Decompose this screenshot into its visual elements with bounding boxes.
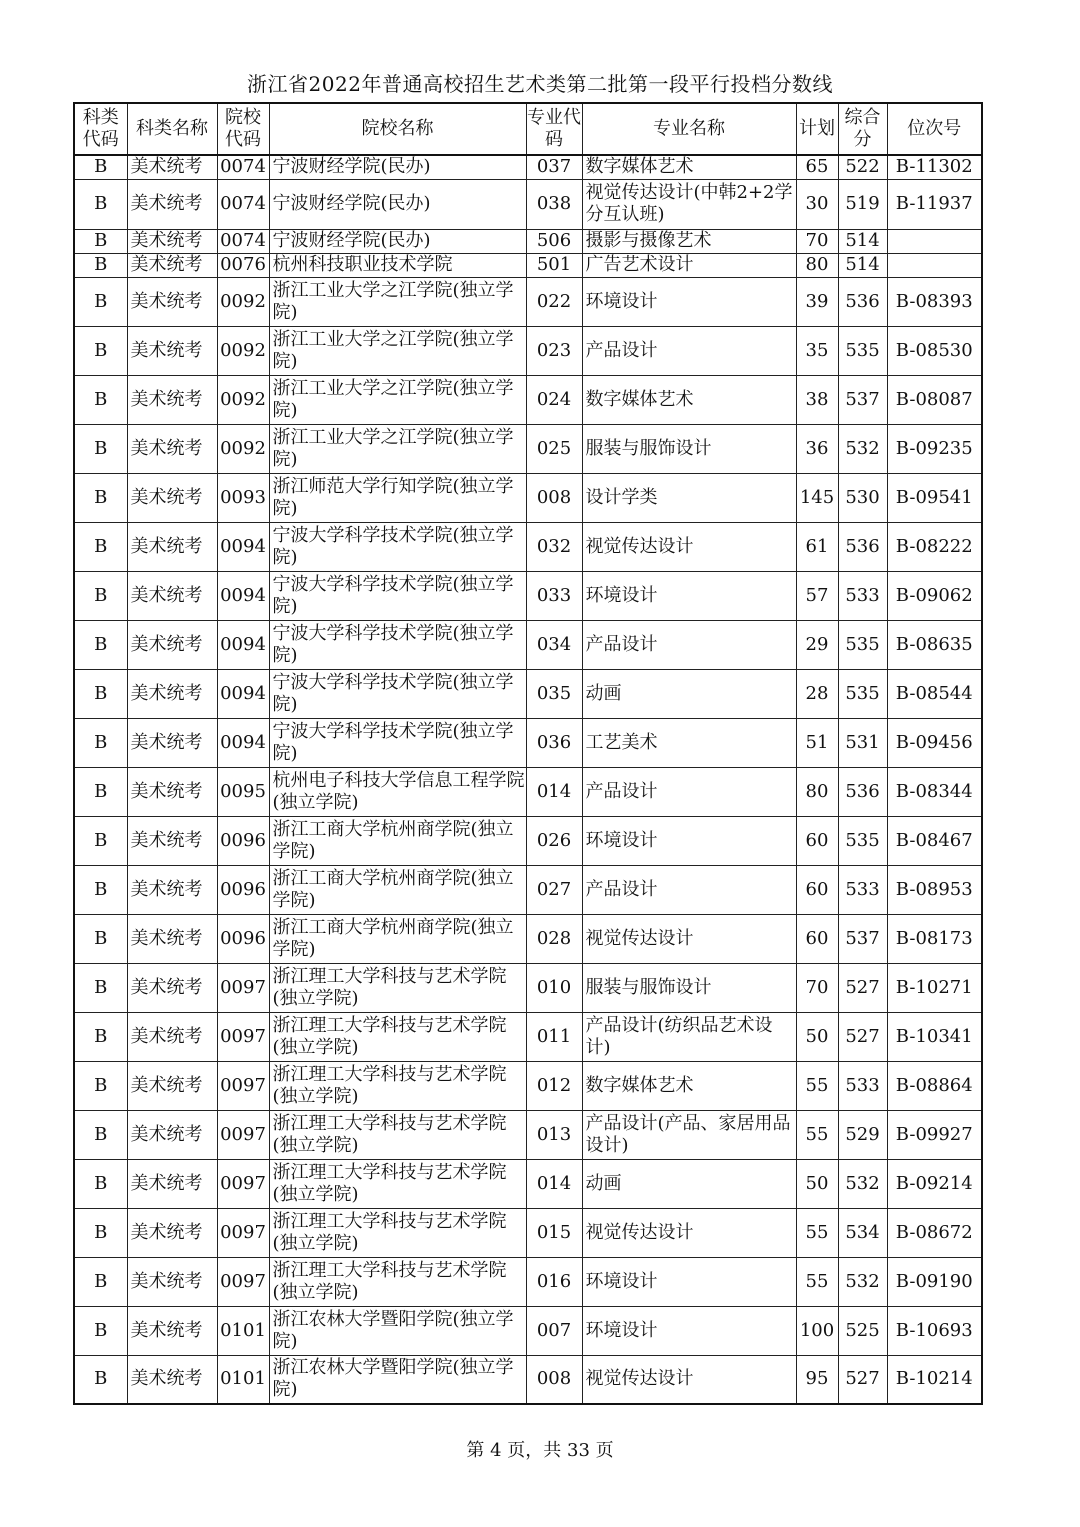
cell-category-code: B (74, 229, 127, 253)
cell-major-name: 产品设计 (582, 620, 796, 669)
table-row (74, 571, 982, 620)
cell-category-code: B (74, 816, 127, 865)
cell-plan: 80 (796, 253, 838, 277)
cell-plan: 80 (796, 767, 838, 816)
cell-school-code: 0074 (217, 179, 269, 229)
cell-major-name: 动画 (582, 1159, 796, 1208)
table-row (74, 816, 982, 865)
cell-major-name: 产品设计(纺织品艺术设计) (582, 1012, 796, 1061)
cell-major-code: 028 (526, 914, 582, 963)
cell-major-name: 广告艺术设计 (582, 253, 796, 277)
cell-major-code: 026 (526, 816, 582, 865)
cell-school-name: 浙江工业大学之江学院(独立学院) (269, 326, 526, 375)
cell-school-code: 0097 (217, 1159, 269, 1208)
table-row (74, 1306, 982, 1355)
cell-school-name: 浙江理工大学科技与艺术学院(独立学院) (269, 1110, 526, 1159)
cell-school-code: 0101 (217, 1306, 269, 1355)
cell-category-name: 美术统考 (127, 1306, 217, 1355)
table-row (74, 1061, 982, 1110)
cell-category-code: B (74, 571, 127, 620)
cell-school-name: 宁波财经学院(民办) (269, 229, 526, 253)
cell-category-code: B (74, 522, 127, 571)
cell-school-code: 0094 (217, 522, 269, 571)
cell-category-name: 美术统考 (127, 179, 217, 229)
cell-rank: B-09235 (887, 424, 982, 473)
cell-major-code: 016 (526, 1257, 582, 1306)
header-school-code: 院校代码 (217, 103, 269, 155)
cell-rank (887, 229, 982, 253)
cell-plan: 36 (796, 424, 838, 473)
cell-school-code: 0097 (217, 1208, 269, 1257)
score-table (73, 102, 983, 1405)
cell-plan: 57 (796, 571, 838, 620)
cell-score: 536 (838, 522, 887, 571)
cell-plan: 38 (796, 375, 838, 424)
cell-category-name: 美术统考 (127, 1110, 217, 1159)
cell-major-code: 013 (526, 1110, 582, 1159)
cell-category-code: B (74, 1208, 127, 1257)
cell-rank: B-10341 (887, 1012, 982, 1061)
cell-score: 532 (838, 1257, 887, 1306)
cell-major-code: 027 (526, 865, 582, 914)
cell-category-name: 美术统考 (127, 718, 217, 767)
cell-category-code: B (74, 718, 127, 767)
cell-category-code: B (74, 1159, 127, 1208)
cell-category-code: B (74, 277, 127, 326)
cell-plan: 28 (796, 669, 838, 718)
cell-major-name: 产品设计 (582, 767, 796, 816)
cell-rank: B-10271 (887, 963, 982, 1012)
table-row (74, 326, 982, 375)
cell-rank: B-09456 (887, 718, 982, 767)
cell-rank: B-08530 (887, 326, 982, 375)
table-row (74, 253, 982, 277)
cell-plan: 61 (796, 522, 838, 571)
cell-major-name: 动画 (582, 669, 796, 718)
cell-score: 514 (838, 229, 887, 253)
cell-school-code: 0097 (217, 1257, 269, 1306)
table-row (74, 277, 982, 326)
cell-category-name: 美术统考 (127, 571, 217, 620)
cell-major-code: 015 (526, 1208, 582, 1257)
cell-plan: 35 (796, 326, 838, 375)
cell-category-code: B (74, 179, 127, 229)
cell-school-name: 宁波大学科学技术学院(独立学院) (269, 718, 526, 767)
cell-score: 530 (838, 473, 887, 522)
cell-school-code: 0092 (217, 424, 269, 473)
cell-major-code: 008 (526, 1355, 582, 1404)
cell-major-code: 035 (526, 669, 582, 718)
cell-category-code: B (74, 424, 127, 473)
cell-score: 527 (838, 1012, 887, 1061)
cell-score: 525 (838, 1306, 887, 1355)
cell-score: 537 (838, 914, 887, 963)
cell-plan: 51 (796, 718, 838, 767)
cell-score: 536 (838, 767, 887, 816)
cell-score: 535 (838, 816, 887, 865)
cell-score: 537 (838, 375, 887, 424)
cell-major-code: 025 (526, 424, 582, 473)
cell-major-name: 产品设计(产品、家居用品设计) (582, 1110, 796, 1159)
cell-score: 533 (838, 571, 887, 620)
cell-category-code: B (74, 1257, 127, 1306)
cell-major-code: 022 (526, 277, 582, 326)
cell-rank: B-09062 (887, 571, 982, 620)
cell-category-name: 美术统考 (127, 963, 217, 1012)
cell-score: 535 (838, 620, 887, 669)
cell-school-code: 0096 (217, 865, 269, 914)
cell-category-code: B (74, 865, 127, 914)
cell-rank: B-08635 (887, 620, 982, 669)
cell-category-name: 美术统考 (127, 914, 217, 963)
cell-score: 533 (838, 1061, 887, 1110)
cell-major-name: 环境设计 (582, 1257, 796, 1306)
cell-major-name: 环境设计 (582, 816, 796, 865)
cell-category-code: B (74, 1110, 127, 1159)
cell-category-name: 美术统考 (127, 375, 217, 424)
cell-category-code: B (74, 375, 127, 424)
cell-school-name: 杭州科技职业技术学院 (269, 253, 526, 277)
cell-school-code: 0097 (217, 1061, 269, 1110)
cell-school-code: 0074 (217, 155, 269, 179)
cell-score: 535 (838, 326, 887, 375)
table-row (74, 1159, 982, 1208)
cell-major-name: 数字媒体艺术 (582, 155, 796, 179)
cell-major-name: 服装与服饰设计 (582, 963, 796, 1012)
cell-school-name: 宁波大学科学技术学院(独立学院) (269, 571, 526, 620)
cell-plan: 39 (796, 277, 838, 326)
cell-score: 533 (838, 865, 887, 914)
table-row (74, 767, 982, 816)
cell-major-name: 视觉传达设计 (582, 522, 796, 571)
cell-rank: B-08953 (887, 865, 982, 914)
cell-major-code: 014 (526, 1159, 582, 1208)
table-row (74, 963, 982, 1012)
cell-category-code: B (74, 253, 127, 277)
cell-score: 534 (838, 1208, 887, 1257)
cell-school-name: 浙江理工大学科技与艺术学院(独立学院) (269, 963, 526, 1012)
cell-rank: B-08087 (887, 375, 982, 424)
cell-rank: B-09214 (887, 1159, 982, 1208)
cell-category-code: B (74, 1061, 127, 1110)
cell-rank: B-08467 (887, 816, 982, 865)
cell-rank: B-09190 (887, 1257, 982, 1306)
cell-school-name: 浙江师范大学行知学院(独立学院) (269, 473, 526, 522)
table-row (74, 229, 982, 253)
header-plan: 计划 (796, 103, 838, 155)
table-row (74, 179, 982, 229)
cell-school-name: 浙江理工大学科技与艺术学院(独立学院) (269, 1012, 526, 1061)
table-row (74, 375, 982, 424)
cell-category-code: B (74, 914, 127, 963)
cell-major-code: 010 (526, 963, 582, 1012)
cell-plan: 100 (796, 1306, 838, 1355)
cell-score: 519 (838, 179, 887, 229)
cell-school-name: 浙江农林大学暨阳学院(独立学院) (269, 1306, 526, 1355)
cell-school-code: 0097 (217, 963, 269, 1012)
header-rank: 位次号 (887, 103, 982, 155)
cell-major-name: 环境设计 (582, 1306, 796, 1355)
cell-major-code: 011 (526, 1012, 582, 1061)
cell-school-name: 浙江工商大学杭州商学院(独立学院) (269, 865, 526, 914)
cell-school-code: 0093 (217, 473, 269, 522)
header-major-name: 专业名称 (582, 103, 796, 155)
cell-school-code: 0097 (217, 1012, 269, 1061)
header-score: 综合分 (838, 103, 887, 155)
cell-category-name: 美术统考 (127, 669, 217, 718)
cell-plan: 70 (796, 229, 838, 253)
cell-score: 535 (838, 669, 887, 718)
cell-major-code: 037 (526, 155, 582, 179)
table-row (74, 1257, 982, 1306)
cell-school-code: 0101 (217, 1355, 269, 1404)
cell-major-name: 环境设计 (582, 277, 796, 326)
cell-school-name: 浙江工业大学之江学院(独立学院) (269, 424, 526, 473)
header-major-code: 专业代码 (526, 103, 582, 155)
cell-school-name: 浙江理工大学科技与艺术学院(独立学院) (269, 1208, 526, 1257)
cell-major-code: 032 (526, 522, 582, 571)
cell-rank: B-08344 (887, 767, 982, 816)
table-row (74, 718, 982, 767)
cell-category-code: B (74, 1355, 127, 1404)
cell-school-name: 浙江工商大学杭州商学院(独立学院) (269, 914, 526, 963)
table-row (74, 1355, 982, 1404)
cell-rank: B-10214 (887, 1355, 982, 1404)
cell-category-name: 美术统考 (127, 522, 217, 571)
cell-major-name: 摄影与摄像艺术 (582, 229, 796, 253)
cell-plan: 60 (796, 865, 838, 914)
cell-major-name: 服装与服饰设计 (582, 424, 796, 473)
cell-category-name: 美术统考 (127, 620, 217, 669)
cell-plan: 60 (796, 816, 838, 865)
cell-rank: B-08672 (887, 1208, 982, 1257)
cell-school-code: 0092 (217, 326, 269, 375)
cell-score: 527 (838, 1355, 887, 1404)
cell-school-name: 宁波大学科学技术学院(独立学院) (269, 620, 526, 669)
cell-category-name: 美术统考 (127, 865, 217, 914)
cell-major-name: 环境设计 (582, 571, 796, 620)
cell-major-name: 产品设计 (582, 326, 796, 375)
cell-score: 522 (838, 155, 887, 179)
cell-plan: 55 (796, 1208, 838, 1257)
cell-major-name: 视觉传达设计(中韩2+2学分互认班) (582, 179, 796, 229)
cell-school-name: 浙江工业大学之江学院(独立学院) (269, 277, 526, 326)
table-row (74, 669, 982, 718)
cell-score: 527 (838, 963, 887, 1012)
cell-school-name: 宁波财经学院(民办) (269, 179, 526, 229)
cell-school-name: 浙江工业大学之江学院(独立学院) (269, 375, 526, 424)
table-row (74, 914, 982, 963)
cell-school-code: 0074 (217, 229, 269, 253)
cell-plan: 29 (796, 620, 838, 669)
cell-category-name: 美术统考 (127, 253, 217, 277)
cell-school-code: 0094 (217, 571, 269, 620)
cell-category-code: B (74, 620, 127, 669)
cell-score: 532 (838, 424, 887, 473)
page-footer: 第 4 页，共 33 页 (466, 1440, 614, 1461)
cell-school-code: 0092 (217, 277, 269, 326)
cell-school-code: 0096 (217, 816, 269, 865)
cell-rank: B-08173 (887, 914, 982, 963)
cell-plan: 65 (796, 155, 838, 179)
cell-major-name: 视觉传达设计 (582, 1208, 796, 1257)
page-title: 浙江省2022年普通高校招生艺术类第二批第一段平行投档分数线 (247, 72, 833, 96)
cell-plan: 55 (796, 1110, 838, 1159)
table-row (74, 424, 982, 473)
cell-school-code: 0097 (217, 1110, 269, 1159)
table-row (74, 1110, 982, 1159)
cell-school-name: 杭州电子科技大学信息工程学院(独立学院) (269, 767, 526, 816)
cell-category-code: B (74, 1306, 127, 1355)
cell-category-name: 美术统考 (127, 1061, 217, 1110)
cell-score: 531 (838, 718, 887, 767)
cell-plan: 30 (796, 179, 838, 229)
cell-category-code: B (74, 155, 127, 179)
cell-category-code: B (74, 963, 127, 1012)
cell-category-code: B (74, 669, 127, 718)
cell-major-code: 034 (526, 620, 582, 669)
table-row (74, 1208, 982, 1257)
cell-school-code: 0094 (217, 620, 269, 669)
cell-school-name: 宁波大学科学技术学院(独立学院) (269, 669, 526, 718)
header-school-name: 院校名称 (269, 103, 526, 155)
cell-school-code: 0094 (217, 669, 269, 718)
cell-category-name: 美术统考 (127, 1208, 217, 1257)
cell-major-code: 023 (526, 326, 582, 375)
header-category-name: 科类名称 (127, 103, 217, 155)
cell-major-name: 产品设计 (582, 865, 796, 914)
cell-category-name: 美术统考 (127, 767, 217, 816)
cell-major-code: 012 (526, 1061, 582, 1110)
table-body (74, 155, 982, 1404)
cell-major-code: 033 (526, 571, 582, 620)
cell-major-name: 设计学类 (582, 473, 796, 522)
cell-major-name: 工艺美术 (582, 718, 796, 767)
table-row (74, 1012, 982, 1061)
cell-category-name: 美术统考 (127, 155, 217, 179)
cell-plan: 145 (796, 473, 838, 522)
table-row (74, 155, 982, 179)
cell-rank: B-10693 (887, 1306, 982, 1355)
cell-plan: 70 (796, 963, 838, 1012)
cell-major-code: 008 (526, 473, 582, 522)
cell-plan: 50 (796, 1159, 838, 1208)
cell-major-code: 038 (526, 179, 582, 229)
cell-school-name: 浙江理工大学科技与艺术学院(独立学院) (269, 1257, 526, 1306)
header-row (74, 103, 982, 155)
cell-plan: 60 (796, 914, 838, 963)
cell-category-name: 美术统考 (127, 229, 217, 253)
cell-major-code: 036 (526, 718, 582, 767)
cell-rank: B-09927 (887, 1110, 982, 1159)
cell-rank: B-08544 (887, 669, 982, 718)
cell-school-code: 0094 (217, 718, 269, 767)
cell-school-code: 0096 (217, 914, 269, 963)
cell-major-name: 视觉传达设计 (582, 1355, 796, 1404)
table-row (74, 473, 982, 522)
cell-major-code: 007 (526, 1306, 582, 1355)
cell-rank: B-08864 (887, 1061, 982, 1110)
cell-school-name: 宁波大学科学技术学院(独立学院) (269, 522, 526, 571)
cell-school-name: 浙江农林大学暨阳学院(独立学院) (269, 1355, 526, 1404)
cell-school-name: 浙江工商大学杭州商学院(独立学院) (269, 816, 526, 865)
cell-category-name: 美术统考 (127, 816, 217, 865)
cell-category-name: 美术统考 (127, 473, 217, 522)
table-row (74, 620, 982, 669)
cell-category-code: B (74, 767, 127, 816)
header-category-code: 科类代码 (74, 103, 127, 155)
cell-major-name: 数字媒体艺术 (582, 1061, 796, 1110)
cell-school-name: 浙江理工大学科技与艺术学院(独立学院) (269, 1061, 526, 1110)
cell-plan: 95 (796, 1355, 838, 1404)
cell-plan: 50 (796, 1012, 838, 1061)
cell-school-code: 0095 (217, 767, 269, 816)
cell-category-name: 美术统考 (127, 1159, 217, 1208)
cell-score: 529 (838, 1110, 887, 1159)
cell-major-code: 024 (526, 375, 582, 424)
cell-school-code: 0076 (217, 253, 269, 277)
table-row (74, 522, 982, 571)
cell-school-name: 宁波财经学院(民办) (269, 155, 526, 179)
cell-major-code: 014 (526, 767, 582, 816)
cell-rank: B-11302 (887, 155, 982, 179)
cell-category-code: B (74, 1012, 127, 1061)
cell-category-name: 美术统考 (127, 1355, 217, 1404)
cell-school-name: 浙江理工大学科技与艺术学院(独立学院) (269, 1159, 526, 1208)
cell-rank (887, 253, 982, 277)
cell-score: 514 (838, 253, 887, 277)
cell-category-name: 美术统考 (127, 326, 217, 375)
cell-category-code: B (74, 473, 127, 522)
cell-category-code: B (74, 326, 127, 375)
cell-major-name: 视觉传达设计 (582, 914, 796, 963)
cell-major-code: 501 (526, 253, 582, 277)
table-row (74, 865, 982, 914)
cell-major-code: 506 (526, 229, 582, 253)
cell-category-name: 美术统考 (127, 277, 217, 326)
cell-rank: B-11937 (887, 179, 982, 229)
cell-category-name: 美术统考 (127, 1012, 217, 1061)
cell-major-name: 数字媒体艺术 (582, 375, 796, 424)
cell-rank: B-08393 (887, 277, 982, 326)
cell-rank: B-08222 (887, 522, 982, 571)
cell-plan: 55 (796, 1061, 838, 1110)
cell-school-code: 0092 (217, 375, 269, 424)
cell-plan: 55 (796, 1257, 838, 1306)
cell-rank: B-09541 (887, 473, 982, 522)
cell-category-name: 美术统考 (127, 1257, 217, 1306)
cell-category-name: 美术统考 (127, 424, 217, 473)
cell-score: 532 (838, 1159, 887, 1208)
cell-score: 536 (838, 277, 887, 326)
